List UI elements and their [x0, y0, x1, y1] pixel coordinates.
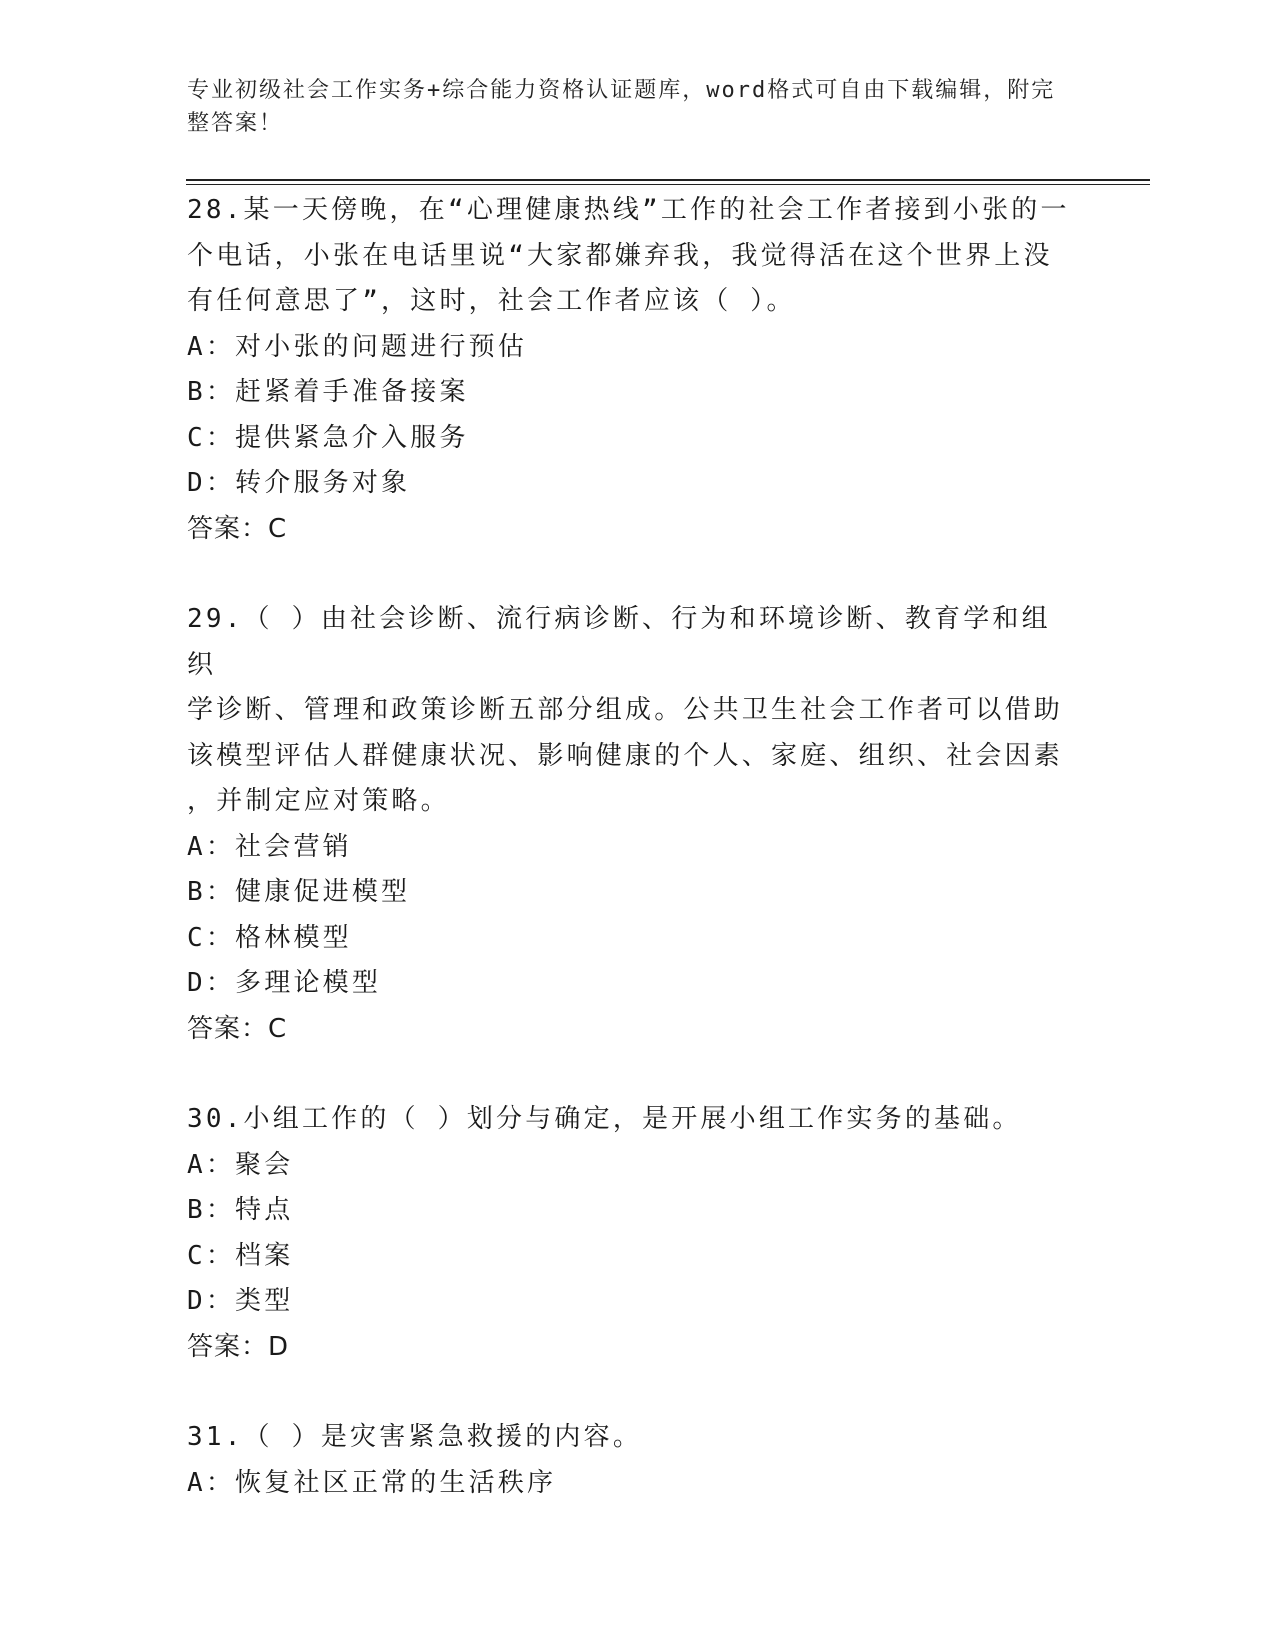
answer-line: 答案：C — [187, 513, 288, 544]
header-line-2: 整答案！ — [187, 111, 284, 136]
option-d: D：类型 — [187, 1286, 294, 1316]
option-b: B：特点 — [187, 1195, 294, 1225]
question-stem-line: 该模型评估人群健康状况、影响健康的个人、家庭、组织、社会因素 — [187, 740, 1064, 771]
question-stem-line: 29.（ ）由社会诊断、流行病诊断、行为和环境诊断、教育学和组织 — [187, 604, 1051, 680]
question-stem-line: 学诊断、管理和政策诊断五部分组成。公共卫生社会工作者可以借助 — [187, 695, 1064, 725]
question-stem-line: 28.某一天傍晚，在“心理健康热线”工作的社会工作者接到小张的一 — [187, 195, 1070, 225]
question-list — [187, 188, 1077, 1551]
document-header — [187, 74, 1087, 140]
question-stem-line: ，并制定应对策略。 — [187, 786, 450, 816]
header-divider-thick — [186, 179, 1150, 181]
answer-line: 答案：C — [187, 1013, 288, 1044]
option-d: D：多理论模型 — [187, 968, 382, 998]
question-30 — [187, 1097, 1077, 1370]
question-31 — [187, 1415, 1077, 1506]
question-stem-line: 31.（ ）是灾害紧急救援的内容。 — [187, 1422, 643, 1452]
answer-line: 答案：D — [187, 1331, 290, 1362]
option-a: A：对小张的问题进行预估 — [187, 331, 528, 362]
option-c: C：档案 — [187, 1240, 294, 1271]
option-c: C：提供紧急介入服务 — [187, 422, 469, 453]
question-stem-line: 30.小组工作的（ ）划分与确定，是开展小组工作实务的基础。 — [187, 1104, 1022, 1134]
option-a: A：恢复社区正常的生活秩序 — [187, 1467, 557, 1498]
option-b: B：赶紧着手准备接案 — [187, 377, 469, 407]
question-28 — [187, 188, 1077, 552]
question-stem-line: 有任何意思了”，这时，社会工作者应该（ ）。 — [187, 286, 796, 316]
header-divider-thin — [186, 184, 1150, 185]
option-b: B：健康促进模型 — [187, 877, 411, 907]
option-a: A：聚会 — [187, 1149, 294, 1180]
question-stem-line: 个电话，小张在电话里说“大家都嫌弃我，我觉得活在这个世界上没 — [187, 240, 1053, 271]
option-a: A：社会营销 — [187, 831, 352, 862]
header-line-1: 专业初级社会工作实务+综合能力资格认证题库，word格式可自由下载编辑，附完 — [187, 78, 1056, 103]
question-29 — [187, 597, 1077, 1052]
option-d: D：转介服务对象 — [187, 468, 411, 498]
option-c: C：格林模型 — [187, 922, 352, 953]
